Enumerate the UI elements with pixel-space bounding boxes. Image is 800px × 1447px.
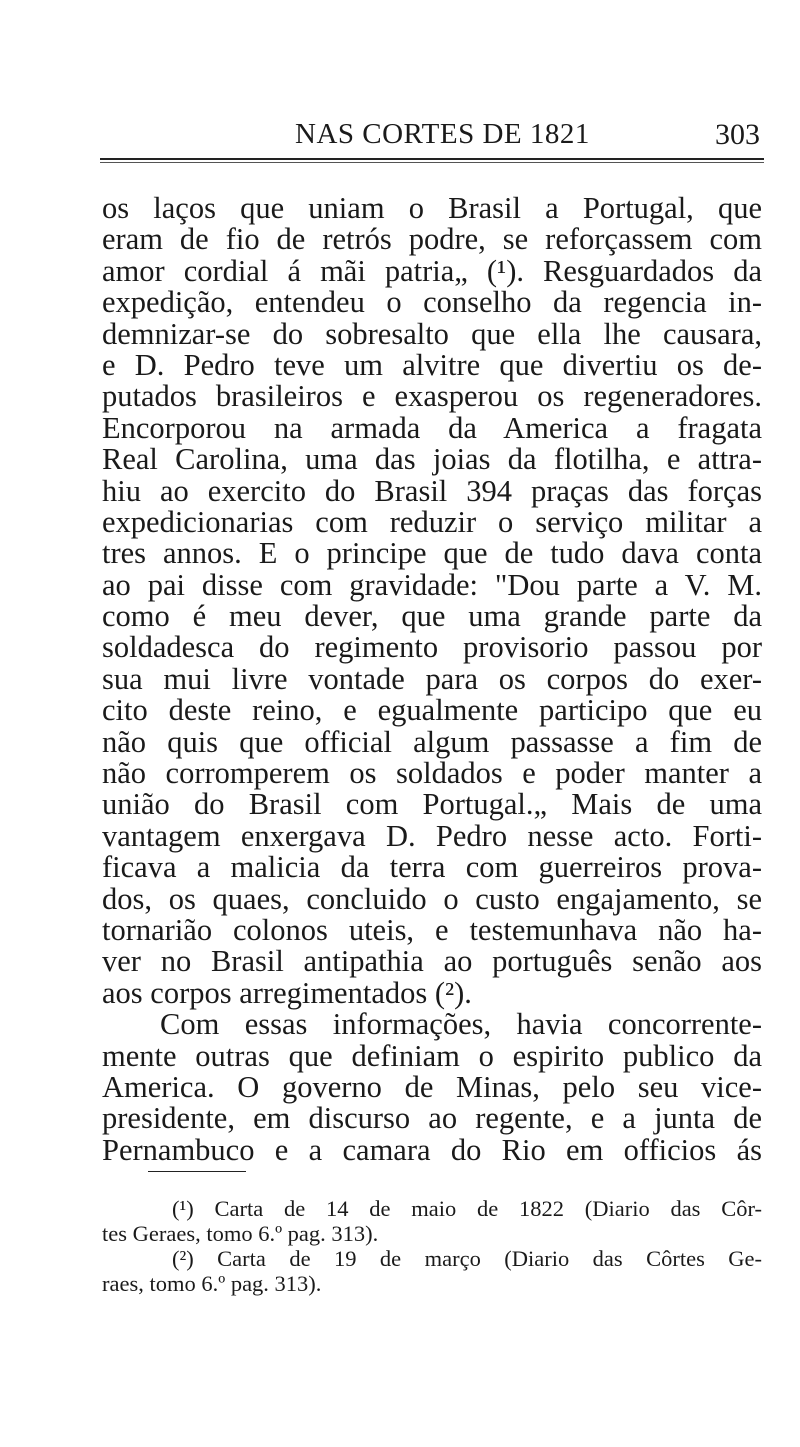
text-line: não quis que official algum passasse a fim de bbox=[102, 724, 762, 759]
text-line: ficava a malicia da terra com guerreiros prova- bbox=[102, 850, 762, 885]
text-line: e D. Pedro teve um alvitre que divertiu os de- bbox=[102, 347, 762, 382]
footnote-2-cont: raes, tomo 6.º pag. 313). bbox=[102, 1271, 322, 1296]
text-line: eram de fio de retrós podre, se reforçassem com bbox=[102, 222, 762, 257]
text-line: expedição, entendeu o conselho da regencia in- bbox=[102, 285, 762, 320]
text-line: mente outras que definiam o espirito publico da bbox=[102, 1038, 762, 1073]
text-line: tornarião colonos uteis, e testemunhava não ha- bbox=[102, 912, 762, 947]
footnotes bbox=[102, 1196, 762, 1296]
text-line: America. O governo de Minas, pelo seu vice- bbox=[102, 1069, 762, 1104]
text-line: cito deste reino, e egualmente participo que eu bbox=[102, 693, 762, 728]
text-line: presidente, em discurso ao regente, e a junta de bbox=[102, 1101, 762, 1136]
text-line: tres annos. E o principe que de tudo dava conta bbox=[102, 536, 762, 571]
text-line: como é meu dever, que uma grande parte da bbox=[102, 599, 762, 634]
text-line: os laços que uniam o Brasil a Portugal, que bbox=[102, 191, 762, 225]
running-head bbox=[100, 118, 760, 158]
footnote-1: (¹) Carta de 14 de maio de 1822 (Diario das Côr- bbox=[172, 1196, 762, 1221]
text-line: hiu ao exercito do Brasil 394 praças das forças bbox=[102, 473, 762, 508]
page-number: 303 bbox=[715, 118, 760, 151]
text-line: soldadesca do regimento provisorio passou por bbox=[102, 630, 762, 665]
text-line: Pernambuco e a camara do Rio em officios ás bbox=[102, 1132, 762, 1167]
text-line: putados brasileiros e exasperou os regeneradores. bbox=[102, 379, 762, 414]
text-line: ver no Brasil antipathia ao português senão aos bbox=[102, 944, 762, 979]
text-line: expedicionarias com reduzir o serviço militar a bbox=[102, 504, 762, 539]
running-title: NAS CORTES DE 1821 bbox=[295, 118, 590, 150]
text-line: Real Carolina, uma das joias da flotilha, e attra- bbox=[102, 442, 762, 477]
header-rule-thin bbox=[100, 162, 764, 163]
text-line: aos corpos arregimentados (²). bbox=[102, 975, 472, 1010]
footnote-rule bbox=[148, 1171, 246, 1172]
text-line: dos, os quaes, concluido o custo engajamento, se bbox=[102, 881, 762, 916]
footnote-1-cont: tes Geraes, tomo 6.º pag. 313). bbox=[102, 1221, 379, 1246]
paragraph-start-line: Com essas informações, havia concorrente- bbox=[160, 1007, 762, 1042]
text-line: união do Brasil com Portugal.„ Mais de uma bbox=[102, 787, 762, 822]
text-line: não corromperem os soldados e poder manter a bbox=[102, 756, 762, 791]
text-line: demnizar-se do sobresalto que ella lhe causara, bbox=[102, 316, 762, 351]
text-line: amor cordial á mãi patria„ (¹). Resguardados da bbox=[102, 253, 762, 288]
body-text bbox=[102, 193, 762, 1166]
footnote-2: (²) Carta de 19 de março (Diario das Côrtes Ge- bbox=[172, 1246, 762, 1271]
text-line: sua mui livre vontade para os corpos do exer- bbox=[102, 661, 762, 696]
text-line: vantagem enxergava D. Pedro nesse acto. Forti- bbox=[102, 818, 762, 853]
text-line: Encorporou na armada da America a fragata bbox=[102, 410, 762, 445]
text-line: ao pai disse com gravidade: "Dou parte a V. M. bbox=[102, 567, 762, 602]
header-rule bbox=[100, 158, 764, 160]
